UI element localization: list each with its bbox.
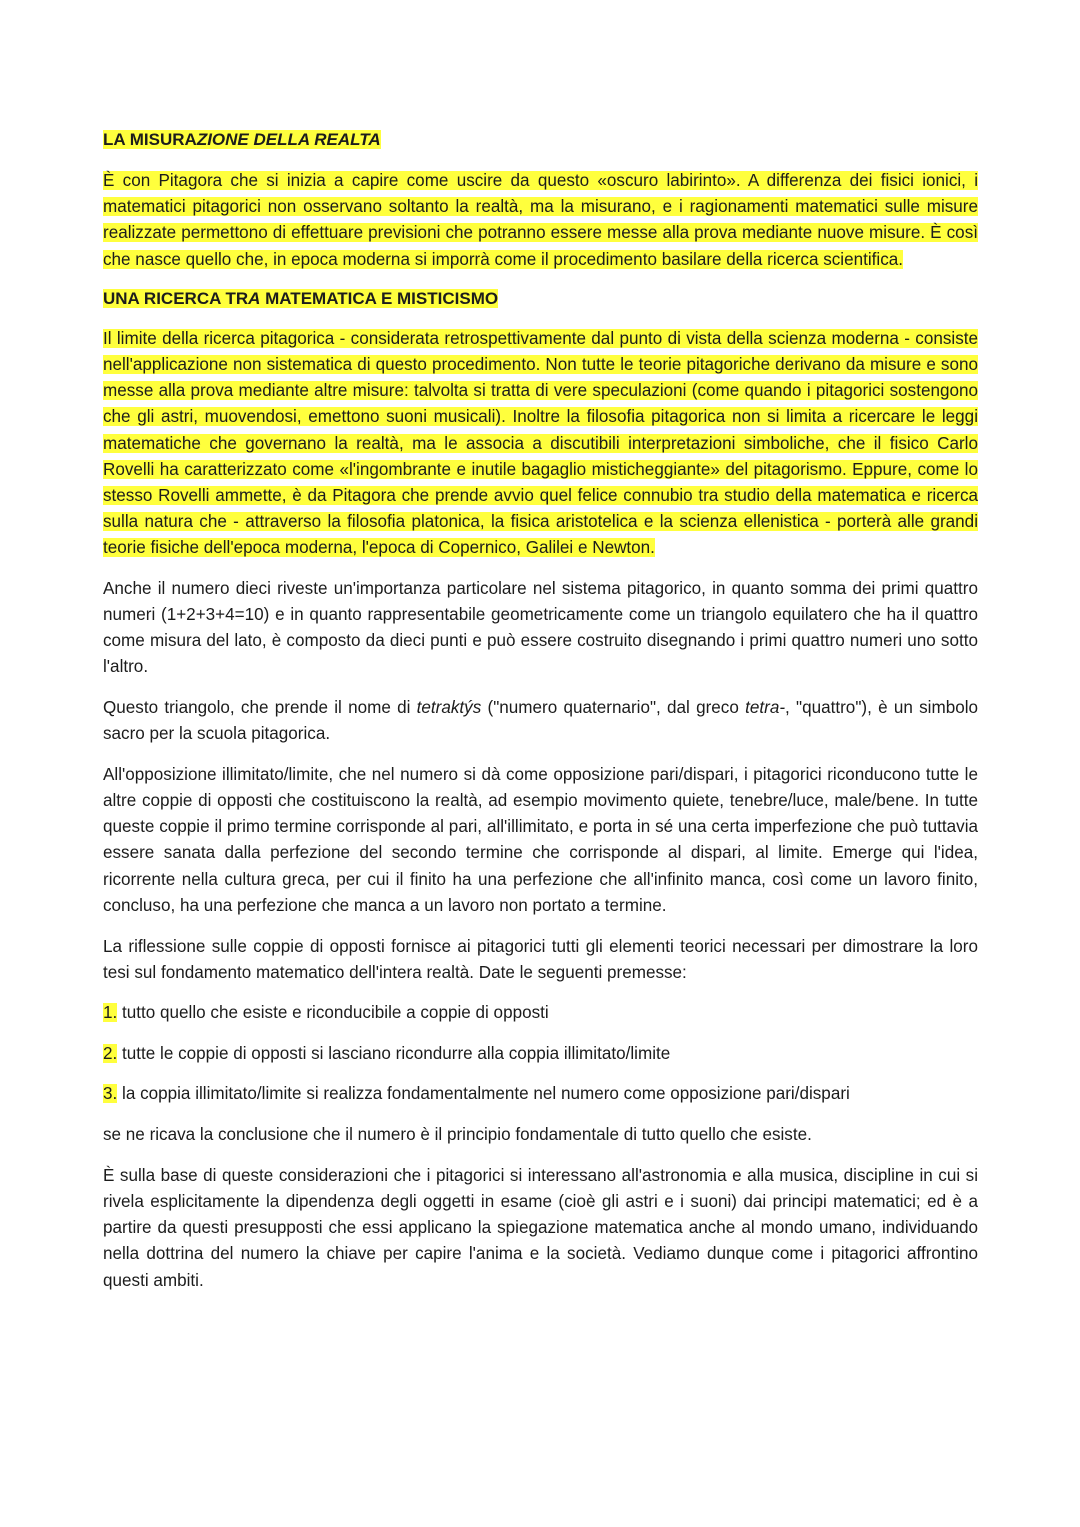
- list-number: 3.: [103, 1084, 118, 1104]
- heading-highlight: UNA RICERCA TRA MATEMATICA E MISTICISMO: [103, 288, 499, 308]
- heading-highlight: LA MISURAZIONE DELLA REALTA: [103, 130, 381, 149]
- term-tetraktys: tetraktýs: [416, 697, 482, 717]
- list-item-premise-1: 1. tutto quello che esiste e riconducibile a coppie di opposti: [103, 1003, 549, 1023]
- paragraph-opposti: All'opposizione illimitato/limite, che nel numero si dà come opposizione pari/dispari, i pitagorici riconducono tutte le altre coppie di opposti che costituiscono la realtà, ad esempio movimento quiete, tenebre/luce, male/bene. In tutte queste coppie il primo termine corrisponde al pari, all'illimitato, e porta in sé una certa imperfezione che può tuttavia essere sanata dalla perfezione del secondo termine che corrisponde al dispari, al limite. Emerge qui l'idea, ricorrente nella cultura greca, per cui il finito ha una perfezione che all'infinito manca, così come un lavoro finito, concluso, ha una perfezione che manca a un lavoro non portato a termine.: [103, 764, 978, 915]
- section-heading-misurazione: [103, 128, 978, 152]
- highlighted-paragraph-pitagora: È con Pitagora che si inizia a capire come uscire da questo «oscuro labirinto». A differenza dei fisici ionici, i matematici pitagorici non osservano soltanto la realtà, ma la misurano, e i ragionamenti matematici sulle misure realizzate permettono di effettuare previsioni che potranno essere messe alla prova mediante nuove misure. È così che nasce quello che, in epoca moderna si imporrà come il procedimento basilare della ricerca scientifica.: [103, 171, 978, 269]
- highlighted-paragraph-limite-ricerca: Il limite della ricerca pitagorica - considerata retrospettivamente dal punto di vista della scienza moderna - consiste nell'applicazione non sistematica di questo procedimento. Non tutte le teorie pitagoriche derivano da misure e sono messe alla prova mediante altre misure: talvolta si tratta di vere speculazioni (come quando i pitagorici sostengono che gli astri, muovendosi, emettono suoni musicali). Inoltre la filosofia pitagorica non si limita a ricercare le leggi matematiche che governano la realtà, ma le associa a discutibili interpretazioni simboliche, che il fisico Carlo Rovelli ha caratterizzato come «l'ingombrante e inutile bagaglio misticheggiante» del pitagorismo. Eppure, come lo stesso Rovelli ammette, è da Pitagora che prende avvio quel felice connubio tra studio della matematica e ricerca sulla natura che - attraverso la filosofia platonica, la fisica aristotelica e la scienza ellenistica - porterà alle grandi teorie fisiche dell'epoca moderna, l'epoca di Copernico, Galilei e Newton.: [103, 328, 978, 558]
- section-heading-matematica-misticismo: [103, 287, 978, 311]
- list-number: 2.: [103, 1043, 118, 1063]
- term-tetra: tetra-: [745, 697, 786, 717]
- paragraph-numero-dieci: Anche il numero dieci riveste un'importanza particolare nel sistema pitagorico, in quanto somma dei primi quattro numeri (1+2+3+4=10) e in quanto rappresentabile geometricamente come un triangolo equilatero che ha il quattro come misura del lato, è composto da dieci punti e può essere costruito disegnando i primi quattro numeri uno sotto l'altro.: [103, 578, 978, 677]
- paragraph-riflessione: La riflessione sulle coppie di opposti fornisce ai pitagorici tutti gli elementi teorici necessari per dimostrare la loro tesi sul fondamento matematico dell'intera realtà. Date le seguenti premesse:: [103, 936, 978, 982]
- paragraph-tetraktys: Questo triangolo, che prende il nome di tetraktýs ("numero quaternario", dal greco tetra-, "quattro"), è un simbolo sacro per la scuola pitagorica.: [103, 697, 979, 744]
- list-number: 1.: [103, 1003, 118, 1023]
- list-item-premise-2: 2. tutte le coppie di opposti si lasciano ricondurre alla coppia illimitato/limite: [103, 1043, 671, 1063]
- paragraph-conclusione: se ne ricava la conclusione che il numero è il principio fondamentale di tutto quello che esiste.: [103, 1124, 812, 1144]
- list-item-premise-3: 3. la coppia illimitato/limite si realizza fondamentalmente nel numero come opposizione pari/dispari: [103, 1084, 850, 1104]
- paragraph-astronomia-musica: È sulla base di queste considerazioni che i pitagorici si interessano all'astronomia e alla musica, discipline in cui si rivela esplicitamente la dipendenza degli oggetti in esame (cioè gli astri e i suoni) dai principi matematici; ed è a partire da questi presupposti che essi applicano la spiegazione matematica anche al mondo umano, individuando nella dottrina del numero la chiave per capire l'anima e la società. Vediamo dunque come i pitagorici affrontino questi ambiti.: [103, 1165, 978, 1290]
